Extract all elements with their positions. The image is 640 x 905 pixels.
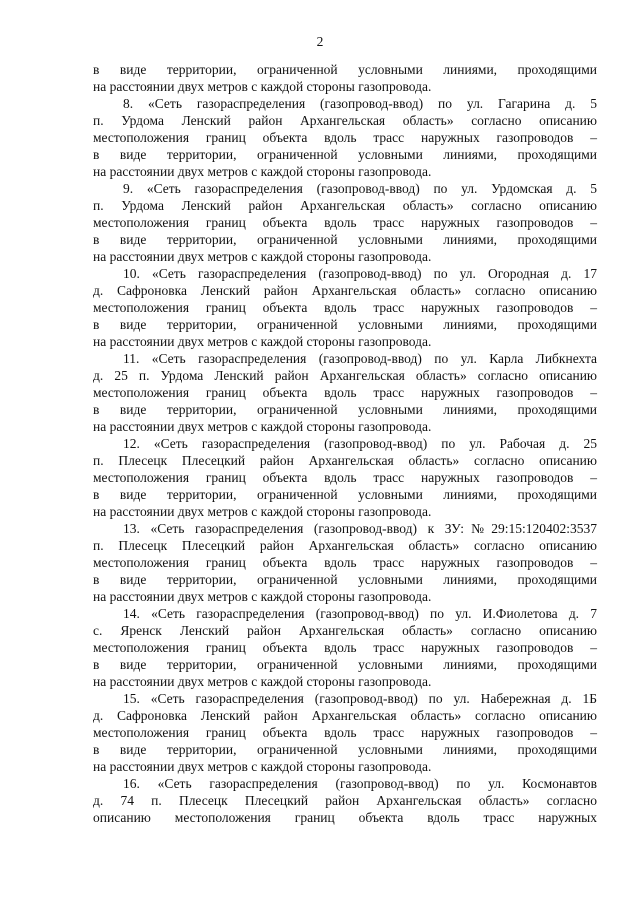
text-line: на расстоянии двух метров с каждой стороны газопровода. (93, 674, 432, 689)
text-line: на расстоянии двух метров с каждой стороны газопровода. (93, 589, 432, 604)
text-line: местоположения границ объекта вдоль трасс наружных газопроводов – (93, 215, 597, 230)
text-line: в виде территории, ограниченной условными линиями, проходящими (93, 147, 597, 162)
text-line: с. Яренск Ленский район Архангельская область» согласно описанию (93, 623, 597, 638)
text-line: п. Плесецк Плесецкий район Архангельская область» согласно описанию (93, 453, 597, 468)
text-line: на расстоянии двух метров с каждой стороны газопровода. (93, 759, 432, 774)
page-number: 2 (316, 34, 324, 49)
text-line: п. Урдома Ленский район Архангельская область» согласно описанию (93, 198, 597, 213)
text-line: на расстоянии двух метров с каждой стороны газопровода. (93, 79, 432, 94)
text-line: на расстоянии двух метров с каждой стороны газопровода. (93, 164, 432, 179)
text-line: п. Урдома Ленский район Архангельская область» согласно описанию (93, 113, 597, 128)
text-line: на расстоянии двух метров с каждой стороны газопровода. (93, 504, 432, 519)
text-line: в виде территории, ограниченной условными линиями, проходящими (93, 62, 597, 77)
text-line: 15. «Сеть газораспределения (газопровод-ввод) по ул. Набережная д. 1Б (123, 691, 597, 706)
text-line: местоположения границ объекта вдоль трасс наружных газопроводов – (93, 725, 597, 740)
document-body (93, 61, 597, 826)
text-line: местоположения границ объекта вдоль трасс наружных газопроводов – (93, 385, 597, 400)
text-line: д. Сафроновка Ленский район Архангельская область» согласно описанию (93, 283, 597, 298)
text-line: 16. «Сеть газораспределения (газопровод-ввод) по ул. Космонавтов (123, 776, 597, 791)
text-line: в виде территории, ограниченной условными линиями, проходящими (93, 657, 597, 672)
text-line: д. 74 п. Плесецк Плесецкий район Архангельская область» согласно (93, 793, 597, 808)
text-line: местоположения границ объекта вдоль трасс наружных газопроводов – (93, 470, 597, 485)
text-line: в виде территории, ограниченной условными линиями, проходящими (93, 232, 597, 247)
text-line: в виде территории, ограниченной условными линиями, проходящими (93, 317, 597, 332)
text-line: описанию местоположения границ объекта вдоль трасс наружных (93, 810, 597, 825)
text-line: на расстоянии двух метров с каждой стороны газопровода. (93, 249, 432, 264)
text-line: на расстоянии двух метров с каждой стороны газопровода. (93, 419, 432, 434)
text-line: в виде территории, ограниченной условными линиями, проходящими (93, 742, 597, 757)
text-line: 10. «Сеть газораспределения (газопровод-ввод) по ул. Огородная д. 17 (123, 266, 597, 281)
text-line: д. 25 п. Урдома Ленский район Архангельская область» согласно описанию (93, 368, 597, 383)
text-line: местоположения границ объекта вдоль трасс наружных газопроводов – (93, 640, 597, 655)
text-line: местоположения границ объекта вдоль трасс наружных газопроводов – (93, 300, 597, 315)
text-line: местоположения границ объекта вдоль трасс наружных газопроводов – (93, 555, 597, 570)
text-line: 12. «Сеть газораспределения (газопровод-ввод) по ул. Рабочая д. 25 (123, 436, 597, 451)
text-line: в виде территории, ограниченной условными линиями, проходящими (93, 402, 597, 417)
text-line: в виде территории, ограниченной условными линиями, проходящими (93, 572, 597, 587)
text-line: п. Плесецк Плесецкий район Архангельская область» согласно описанию (93, 538, 597, 553)
text-line: 13. «Сеть газораспределения (газопровод-ввод) к ЗУ:№29:15:120402:3537 (123, 521, 597, 536)
text-line: местоположения границ объекта вдоль трасс наружных газопроводов – (93, 130, 597, 145)
text-line: 14. «Сеть газораспределения (газопровод-ввод) по ул. И.Фиолетова д. 7 (123, 606, 597, 621)
text-line: на расстоянии двух метров с каждой стороны газопровода. (93, 334, 432, 349)
text-line: 9. «Сеть газораспределения (газопровод-ввод) по ул. Урдомская д. 5 (123, 181, 597, 196)
text-line: 8. «Сеть газораспределения (газопровод-ввод) по ул. Гагарина д. 5 (123, 96, 597, 111)
text-line: в виде территории, ограниченной условными линиями, проходящими (93, 487, 597, 502)
text-line: 11. «Сеть газораспределения (газопровод-ввод) по ул. Карла Либкнехта (123, 351, 597, 366)
text-line: д. Сафроновка Ленский район Архангельская область» согласно описанию (93, 708, 597, 723)
